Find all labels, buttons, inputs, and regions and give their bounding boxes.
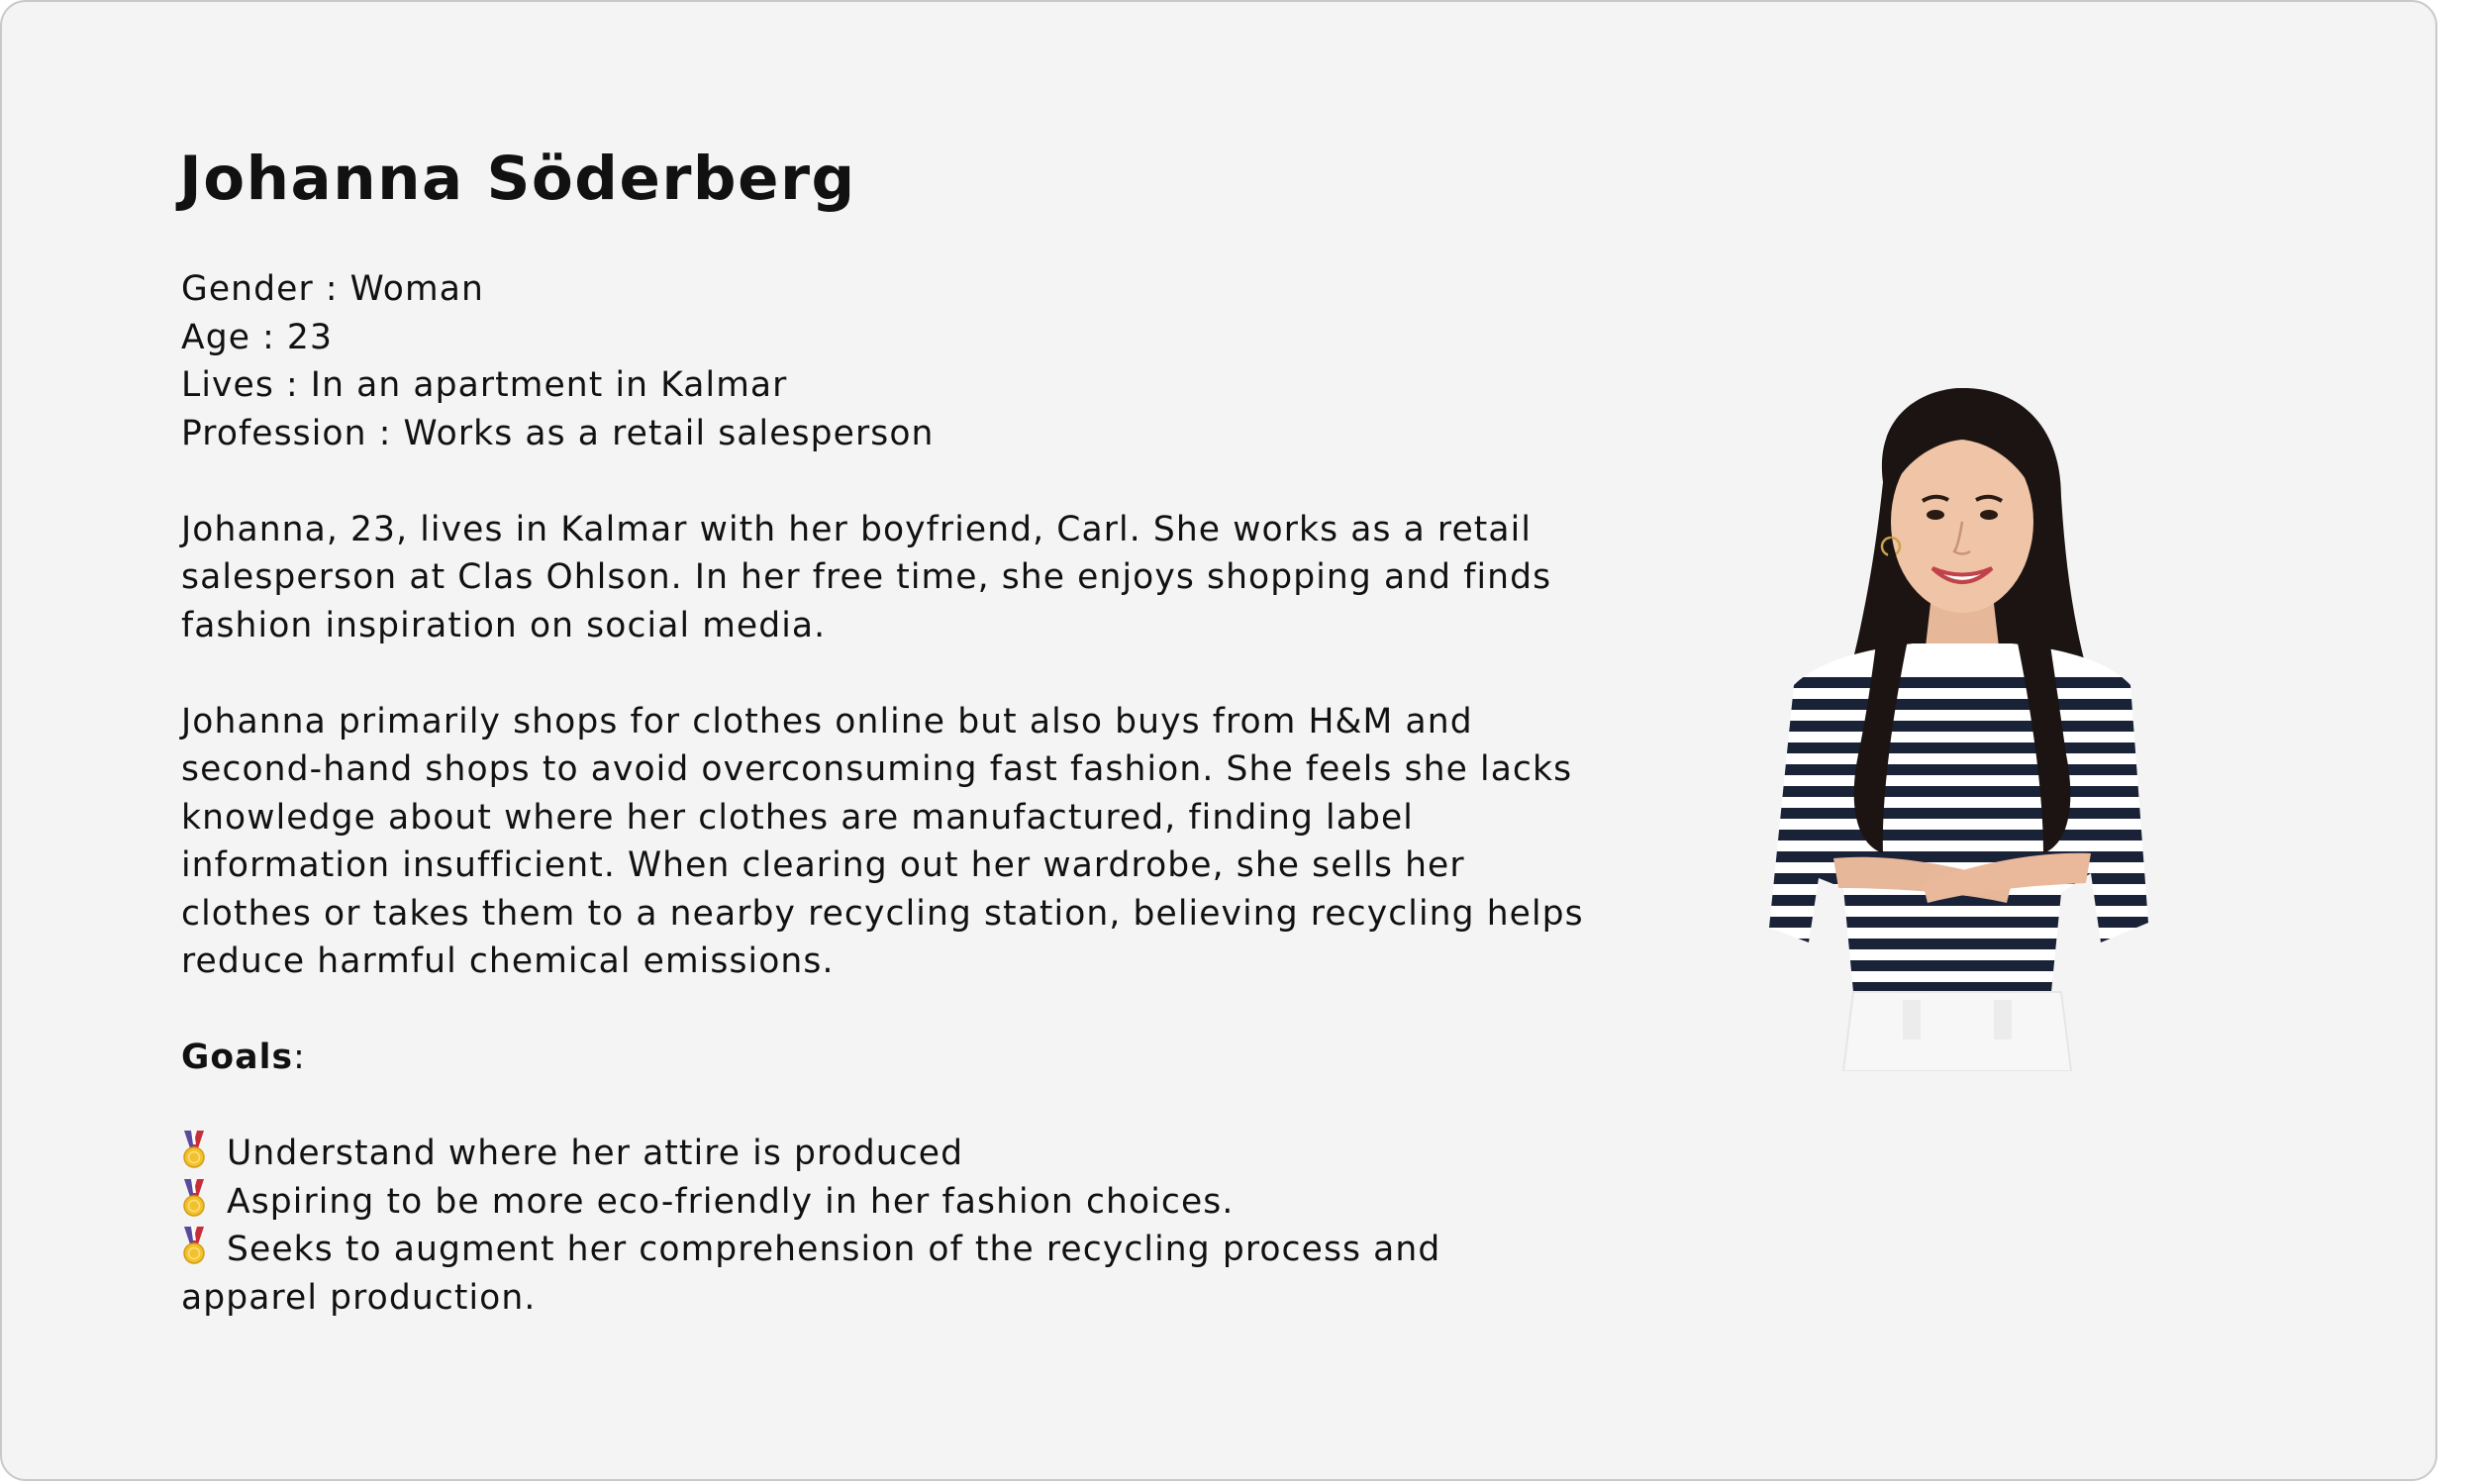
persona-name: Johanna Söderberg — [179, 144, 856, 214]
goal-text: Understand where her attire is produced — [227, 1134, 964, 1173]
bio-paragraph-2: Johanna primarily shops for clothes online but also buys from H&M and second-hand shops to avoid overconsuming fast fashion. She feels she lacks knowledge about where her clothes are manufactured, finding label information insufficient. When clearing out her wardrobe, she sells her clothes or takes them to a nearby recycling station, believing recycling helps reduce harmful chemical emissions. — [181, 701, 1584, 981]
medal-icon — [181, 1131, 207, 1168]
attribute-gender — [181, 265, 1587, 314]
white-pants — [1843, 992, 2071, 1071]
goals-colon: : — [293, 1038, 306, 1077]
spacer — [181, 649, 1587, 698]
attribute-label: Lives — [181, 365, 274, 405]
goal-item — [181, 1130, 1587, 1178]
goal-text: Aspiring to be more eco-friendly in her fashion choices. — [227, 1181, 1235, 1222]
attribute-value: Woman — [349, 269, 484, 309]
medal-icon — [181, 1179, 207, 1217]
striped-shirt — [1764, 636, 2160, 1012]
attribute-value: In an apartment in Kalmar — [310, 365, 788, 405]
spacer — [181, 457, 1587, 506]
attribute-value: Works as a retail salesperson — [403, 413, 935, 453]
portrait-photo — [1764, 388, 2160, 1071]
attribute-age — [181, 314, 1587, 362]
spacer — [181, 1082, 1587, 1131]
left-eye — [1927, 510, 1944, 520]
goals-label: Goals — [181, 1038, 294, 1077]
attribute-separator: : — [250, 317, 287, 357]
belt-loop — [1903, 1000, 1921, 1039]
attribute-label: Gender — [181, 269, 314, 309]
attribute-profession — [181, 410, 1587, 458]
goal-item — [181, 1178, 1587, 1227]
attribute-label: Profession — [181, 413, 367, 453]
goals-heading — [181, 1034, 1587, 1082]
attribute-value: 23 — [286, 317, 333, 357]
attribute-lives — [181, 361, 1587, 410]
right-eye — [1980, 510, 1998, 520]
goal-item — [181, 1226, 1587, 1322]
attribute-label: Age — [181, 317, 251, 357]
medal-icon — [181, 1227, 207, 1264]
attribute-separator: : — [273, 365, 311, 405]
persona-details — [181, 265, 1587, 1322]
belt-loop — [1994, 1000, 2012, 1039]
attribute-separator: : — [313, 269, 350, 309]
attribute-separator: : — [366, 413, 404, 453]
spacer — [181, 986, 1587, 1035]
bio-paragraph-1: Johanna, 23, lives in Kalmar with her boyfriend, Carl. She works as a retail salesperson at Clas Ohlson. In her free time, she enjoys shopping and finds fashion inspiration on social media. — [181, 509, 1552, 645]
goal-text: Seeks to augment her comprehension of the recycling process and apparel production. — [181, 1230, 1441, 1318]
